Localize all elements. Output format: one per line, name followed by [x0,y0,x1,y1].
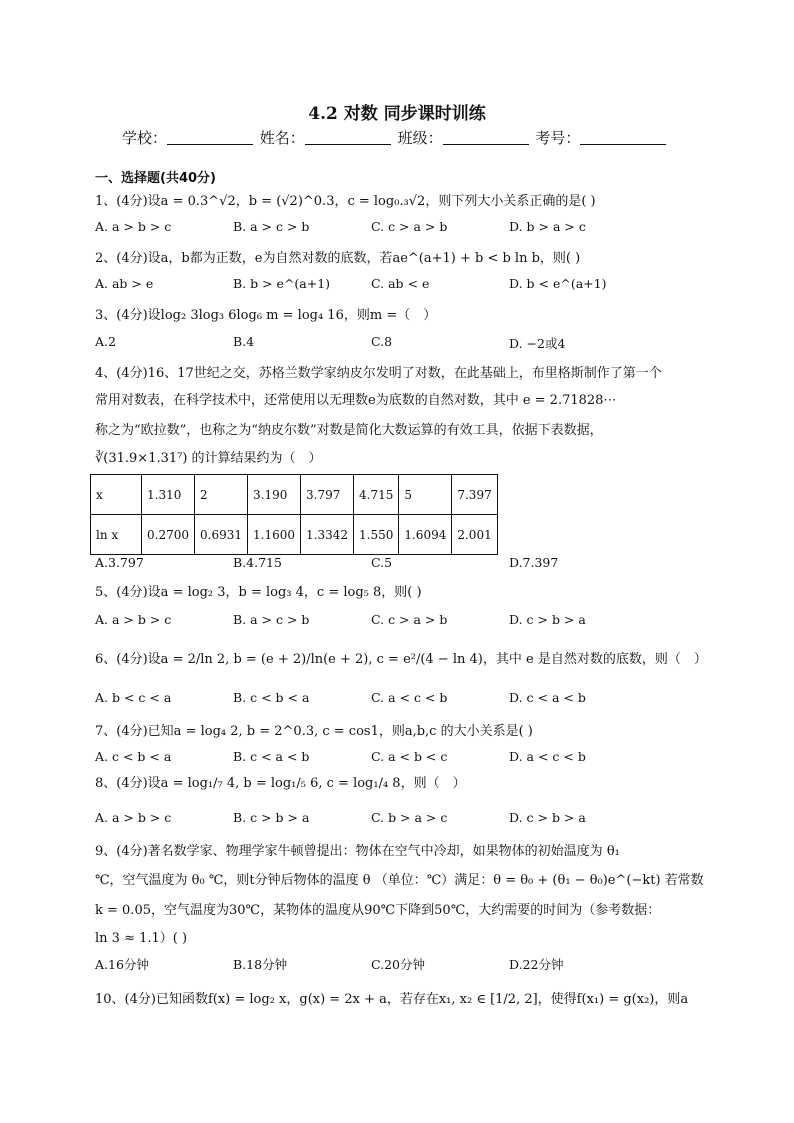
q9-option-b[interactable]: B.18分钟 [233,957,288,972]
number-label: 考号： [535,129,581,147]
page-title: 4.2 对数 同步课时训练 [308,104,486,124]
table-cell: 5 [399,475,452,515]
table-cell: 2 [195,475,248,515]
q9-option-a[interactable]: A.16分钟 [95,957,149,972]
question-5-stem: 5、(4分)设a = log₂ 3，b = log₃ 4，c = log₅ 8，则( ) [95,585,422,600]
table-cell: 3.797 [301,475,354,515]
table-cell: 4.715 [354,475,399,515]
q4-option-d[interactable]: D.7.397 [509,555,559,570]
q1-option-d[interactable]: D. b > a > c [509,219,586,234]
class-label: 班级： [397,129,443,147]
class-field[interactable] [443,130,529,145]
table-cell: 1.3342 [301,515,354,555]
q6-option-c[interactable]: C. a < c < b [371,690,448,705]
student-info-row [122,127,668,148]
q1-option-c[interactable]: C. c > a > b [371,219,448,234]
table-cell: 1.310 [142,475,195,515]
table-cell: 7.397 [452,475,497,515]
q1-option-b[interactable]: B. a > c > b [233,219,310,234]
table-cell: 0.2700 [142,515,195,555]
q6-option-a[interactable]: A. b < c < a [95,690,172,705]
q3-option-c[interactable]: C.8 [371,334,393,349]
table-cell: 1.1600 [248,515,301,555]
question-4-stem-line-4: ∛(31.9×1.31⁷) 的计算结果约为（ ） [95,451,322,466]
table-cell: x [91,475,142,515]
question-9-stem-line-1: 9、(4分)著名数学家、物理学家牛顿曾提出：物体在空气中冷却，如果物体的初始温度为 θ₁ [95,844,620,859]
q2-option-a[interactable]: A. ab > e [95,276,154,291]
question-8-stem: 8、(4分)设a = log₁/₇ 4, b = log₁/₅ 6, c = log₁/₄ 8，则（ ） [95,776,466,791]
q6-option-b[interactable]: B. c < b < a [233,690,310,705]
school-label: 学校： [122,129,168,147]
question-4-stem-line-2: 常用对数表，在科学技术中，还常使用以无理数e为底数的自然对数，其中 e = 2.71828⋯ [95,393,617,408]
q8-option-a[interactable]: A. a > b > c [95,810,172,825]
q1-option-a[interactable]: A. a > b > c [95,219,172,234]
q7-option-a[interactable]: A. c < b < a [95,749,172,764]
number-field[interactable] [580,130,666,145]
q6-option-d[interactable]: D. c < a < b [509,690,586,705]
log-data-table [90,474,498,555]
question-4-stem-line-1: 4、(4分)16、17世纪之交，苏格兰数学家纳皮尔发明了对数，在此基础上，布里格斯制作了第一个 [95,366,662,381]
q3-option-b[interactable]: B.4 [233,334,255,349]
question-7-stem: 7、(4分)已知a = log₄ 2, b = 2^0.3, c = cos1，则a,b,c 的大小关系是( ) [95,724,533,739]
q8-option-c[interactable]: C. b > a > c [371,810,448,825]
q3-option-d[interactable]: D. −2或4 [509,336,566,351]
table-cell: 1.6094 [399,515,452,555]
question-3-stem: 3、(4分)设log₂ 3log₃ 6log₆ m = log₄ 16，则m =（ ） [95,308,437,323]
question-10-stem: 10、(4分)已知函数f(x) = log₂ x，g(x) = 2x + a，若存在x₁, x₂ ∈ [1/2, 2]，使得f(x₁) = g(x₂)，则a [95,992,689,1007]
table-cell: ln x [91,515,142,555]
q7-option-c[interactable]: C. a < b < c [371,749,448,764]
school-field[interactable] [167,130,253,145]
q2-option-c[interactable]: C. ab < e [371,276,430,291]
q7-option-b[interactable]: B. c < a < b [233,749,310,764]
q4-option-c[interactable]: C.5 [371,555,393,570]
table-cell: 3.190 [248,475,301,515]
q5-option-b[interactable]: B. a > c > b [233,612,310,627]
q4-option-b[interactable]: B.4.715 [233,555,282,570]
name-field[interactable] [305,130,391,145]
q9-option-c[interactable]: C.20分钟 [371,957,425,972]
q7-option-d[interactable]: D. a < c < b [509,749,586,764]
q2-option-b[interactable]: B. b > e^(a+1) [233,276,331,291]
table-cell: 2.001 [452,515,497,555]
table-row [91,475,498,515]
q8-option-b[interactable]: B. c > b > a [233,810,310,825]
table-row [91,515,498,555]
q9-option-d[interactable]: D.22分钟 [509,957,564,972]
q4-option-a[interactable]: A.3.797 [95,555,144,570]
question-4-stem-line-3: 称之为“欧拉数”，也称之为“纳皮尔数”对数是简化大数运算的有效工具，依据下表数据， [95,423,603,438]
q8-option-d[interactable]: D. c > b > a [509,810,586,825]
question-9-stem-line-2: ℃，空气温度为 θ₀ ℃，则t分钟后物体的温度 θ （单位：℃）满足：θ = θ₀ + (θ₁ − θ₀)e^(−kt) 若常数 [95,873,704,888]
q2-option-d[interactable]: D. b < e^(a+1) [509,276,607,291]
q5-option-a[interactable]: A. a > b > c [95,612,172,627]
name-label: 姓名： [259,129,305,147]
question-2-stem: 2、(4分)设a，b都为正数，e为自然对数的底数，若ae^(a+1) + b < b ln b，则( ) [95,251,581,266]
question-1-stem: 1、(4分)设a = 0.3^√2，b = (√2)^0.3，c = log₀.₃√2，则下列大小关系正确的是( ) [95,194,596,209]
section-heading: 一、选择题(共40分) [95,171,216,186]
question-9-stem-line-4: ln 3 ≈ 1.1）( ) [95,931,188,946]
question-6-stem: 6、(4分)设a = 2/ln 2, b = (e + 2)/ln(e + 2), c = e²/(4 − ln 4)，其中 e 是自然对数的底数，则（ ） [95,652,707,667]
q5-option-d[interactable]: D. c > b > a [509,612,586,627]
table-cell: 0.6931 [195,515,248,555]
q3-option-a[interactable]: A.2 [95,334,116,349]
question-9-stem-line-3: k = 0.05，空气温度为30℃，某物体的温度从90℃下降到50℃，大约需要的时间为（参考数据： [95,903,661,918]
q5-option-c[interactable]: C. c > a > b [371,612,448,627]
table-cell: 1.550 [354,515,399,555]
